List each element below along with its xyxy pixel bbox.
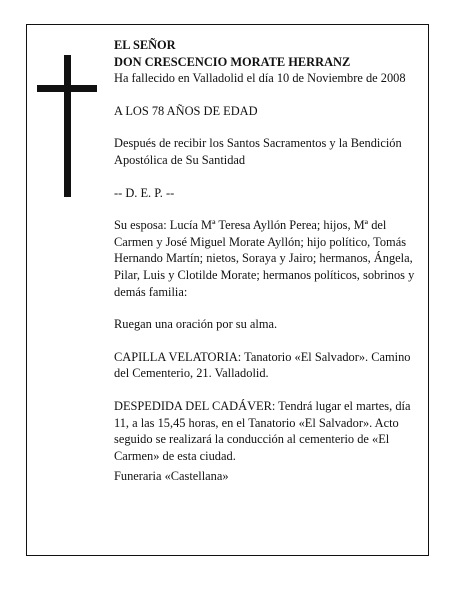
prayer-request: Ruegan una oración por su alma. — [114, 317, 278, 332]
honorific: EL SEÑOR — [114, 38, 176, 52]
sacraments-statement: Después de recibir los Santos Sacramentos y la Bendición Apostólica de Su Santidad — [114, 136, 402, 167]
obituary-text — [114, 37, 416, 485]
cross-vertical-bar — [64, 55, 71, 197]
death-statement: Ha fallecido en Valladolid el día 10 de Noviembre de 2008 — [114, 71, 406, 86]
rip-line: -- D. E. P. -- — [114, 185, 175, 200]
deceased-name: DON CRESCENCIO MORATE HERRANZ — [114, 54, 351, 69]
funeral-home: Funeraria «Castellana» — [114, 469, 229, 484]
family-list: Su esposa: Lucía Mª Teresa Ayllón Perea; hijos, Mª del Carmen y José Miguel Morate Ayllón; hijo político, Tomás Hernando Martín; nietos, Soraya y Jairo; hermanos, Ángela, Pilar, Luis y Clotilde Morate; hermanos políticos, sobrinos y demás familia: — [114, 218, 415, 299]
chapel-info: CAPILLA VELATORIA: Tanatorio «El Salvador». Camino del Cementerio, 21. Valladolid. — [114, 349, 411, 381]
cross-horizontal-bar — [37, 85, 97, 92]
cross-icon — [37, 55, 97, 197]
age-statement: A LOS 78 AÑOS DE EDAD — [114, 103, 258, 118]
farewell-info: DESPEDIDA DEL CADÁVER: Tendrá lugar el martes, día 11, a las 15,45 horas, en el Tanatorio «El Salvador». Acto seguido se realizará la conducción al cementerio de «El Carmen» de esta ciudad. — [114, 398, 411, 463]
